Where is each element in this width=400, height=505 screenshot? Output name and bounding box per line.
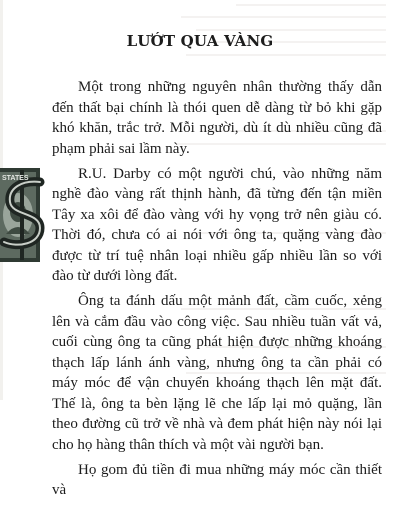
paragraph: Một trong những nguyên nhân thường thấy dẫn đến thất bại chính là thói quen dễ dàng từ bỏ khi gặp khó khăn, trắc trở. Mỗi người, dù ít dù nhiều cũng đã phạm phải sai lầm này. (52, 79, 382, 157)
chapter-title: LƯỚT QUA VÀNG (126, 32, 274, 50)
dollar-bill-icon (0, 168, 48, 262)
paragraph: Họ gom đủ tiền đi mua những máy móc cần thiết và (52, 461, 382, 498)
paragraph: Ông ta đánh dấu một mảnh đất, cầm cuốc, xẻng lên và cắm đầu vào công việc. Sau nhiều tuần vất vả, cuối cùng ông ta cũng phát hiện được những khoáng thạch lấp lánh ánh vàng, nhưng ông ta cần phải có máy móc để vận chuyển khoáng thạch lên mặt đất. Thế là, ông ta bèn lặng lẽ che lấp lại mỏ quặng, lần theo đường cũ trở về nhà và đem phát hiện này nói lại cho họ hàng thân thích và một vài người bạn. (52, 293, 382, 453)
bill-text: STATES (2, 175, 29, 182)
chapter-body (52, 77, 382, 505)
paragraph: R.U. Darby có một người chú, vào những năm nghề đào vàng rất thịnh hành, đã từng đến tận miền Tây xa xôi để đào vàng với hy vọng trở nên giàu có. Thời đó, chưa có ai nói với ông ta, quặng vàng đào được từ trí tuệ nhân loại nhiều gấp nhiều lần so với đào từ dưới lòng đất. (52, 165, 382, 284)
